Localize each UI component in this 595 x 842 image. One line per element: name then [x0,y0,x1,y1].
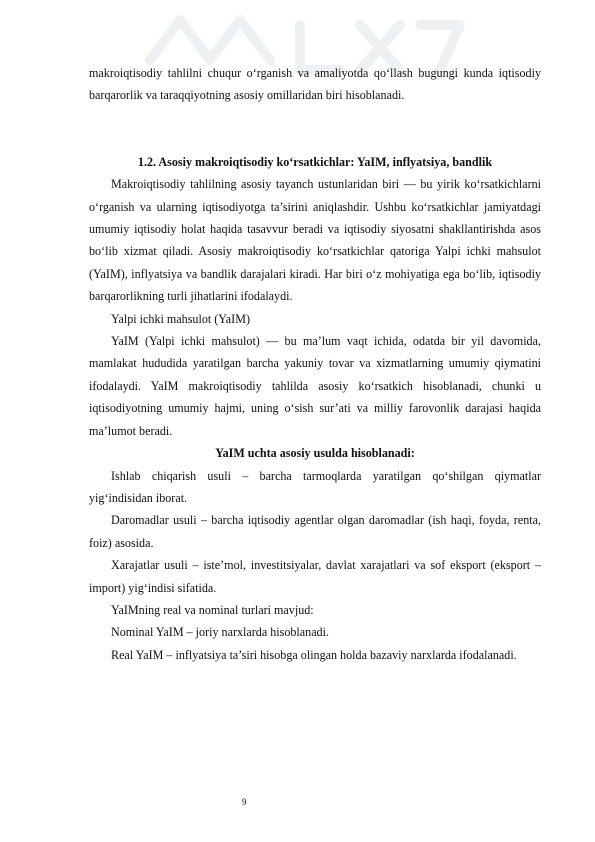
method-production: Ishlab chiqarish usuli – barcha tarmoqlarda yaratilgan qo‘shilgan qiymatlar yig‘indisidan iborat. [89,468,541,505]
types-intro: YaIMning real va nominal turlari mavjud: [111,602,314,617]
intro-paragraph: makroiqtisodiy tahlilni chuqur o‘rganish va amaliyotda qo‘llash bugungi kunda iqtisodiy barqarorlik va taraqqiyotning asosiy omillaridan biri hisoblanadi. [89,66,541,103]
real-gdp: Real YaIM – inflyatsiya ta’siri hisobga olingan holda bazaviy narxlarda ifodalanadi. [111,647,517,662]
document-page [89,62,541,666]
gdp-definition: YaIM (Yalpi ichki mahsulot) — bu ma’lum vaqt ichida, odatda bir yil davomida, mamlakat hududida yaratilgan barcha yakuniy tovar va xizmatlarning umumiy qiymatini ifodalaydi. YaIM makroiqtisodiy tahlilda asosiy ko‘rsatkich hisoblanadi, chunki u iqtisodiyotning umumiy hajmi, uning o‘sish sur’ati va milliy farovonlik darajasi haqida ma’lumot beradi. [89,334,541,438]
section-spacer [89,107,541,151]
method-income: Daromadlar usuli – barcha iqtisodiy agentlar olgan daromadlar (ish haqi, foyda, renta, foiz) asosida. [89,513,541,550]
page-number: 9 [242,797,247,807]
nominal-gdp: Nominal YaIM – joriy narxlarda hisoblanadi. [111,625,329,640]
section-paragraph: Makroiqtisodiy tahlilning asosiy tayanch ustunlaridan biri — bu yirik ko‘rsatkichlarni o‘rganish va ularning iqtisodiyotga ta’sirini aniqlashdir. Ushbu ko‘rsatkichlar jamiyatdagi umumiy iqtisodiy holat haqida tasavvur beradi va iqtisodiy siyosatni shakllantirishda asos bo‘lib xizmat qiladi. Asosiy makroiqtisodiy ko‘rsatkichlar qatoriga Yalpi ichki mahsulot (YaIM), inflyatsiya va bandlik darajalari kiradi. Har biri o‘z mohiyatiga ega bo‘lib, iqtisodiy barqarorlikning turli jihatlarini ifodalaydi. [89,177,541,304]
section-heading: 1.2. Asosiy makroiqtisodiy ko‘rsatkichlar: YaIM, inflyatsiya, bandlik [137,154,493,169]
gdp-title: Yalpi ichki mahsulot (YaIM) [111,311,250,326]
method-expenditure: Xarajatlar usuli – iste’mol, investitsiyalar, davlat xarajatlari va sof eksport (eksport – import) yig‘indisi sifatida. [89,558,541,595]
methods-heading: YaIM uchta asosiy usulda hisoblanadi: [215,446,415,461]
